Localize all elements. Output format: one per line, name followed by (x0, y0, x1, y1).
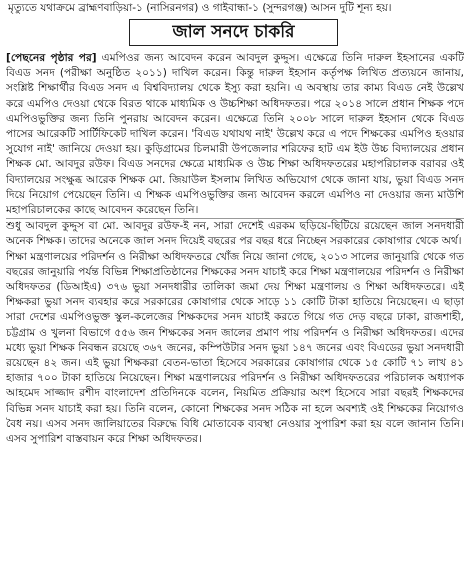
headline: জাল সনদে চাকরি (172, 21, 295, 42)
paragraph-3: শিক্ষা মন্ত্রণালয়ের পরিদর্শন ও নিরীক্ষা অধিদফতরে খোঁজ নিয়ে জানা গেছে, ২০১৩ সালের জানুয়ারি থেকে গত বছরের জানুয়ারি পর্যন্ত বিভিন্ন শিক্ষাপ্রতিষ্ঠানের শিক্ষকের সনদ যাচাই করে শিক্ষা মন্ত্রণালয়ের পরিদর্শন ও নিরীক্ষা অধিদফতর (ডিআইএ) ৩৭৬ ভুয়া সনদধারীর তালিকা জমা দেয় শিক্ষা মন্ত্রণালয় ও শিক্ষা অধিদফতরে। এই শিক্ষকরা ভুয়া সনদ ব্যবহার করে সরকারের কোষাগার থেকে সাড়ে ১১ কোটি টাকা হাতিয়ে নিয়েছেন। এ ছাড়া সারা দেশের এমপিওভুক্ত স্কুল-কলেজের শিক্ষকদের সনদ যাচাই করতে গিয়ে গত দেড় বছরে ঢাকা, রাজশাহী, চট্টগ্রাম ও খুলনা বিভাগে ৫৫৬ জন শিক্ষকের সনদ জালের প্রমাণ পায় পরিদর্শন ও নিরীক্ষা অধিদফতর। এদের মধ্যে ভুয়া শিক্ষক নিবন্ধন রয়েছে ৩৬৭ জনের, কম্পিউটার সনদ ভুয়া ১৪৭ জনের এবং বিএডের ভুয়া সনদধারী রয়েছেন ৪২ জন। এই ভুয়া শিক্ষকরা বেতন-ভাতা হিসেবে সরকারের কোষাগার থেকে ১৫ কোটি ৭১ লাখ ৪১ হাজার ৭০০ টাকা হাতিয়ে নিয়েছেন। শিক্ষা মন্ত্রণালয়ের পরিদর্শন ও নিরীক্ষা অধিদফতরের পরিচালক অধ্যাপক আহমেদ সাজ্জাদ রশীদ বাংলাদেশ প্রতিদিনকে বলেন, নিয়মিত প্রক্রিয়ার অংশ হিসেবে সারা বছরই শিক্ষকদের বিভিন্ন সনদ যাচাই করা হয়। তিনি বলেন, কোনো শিক্ষকের সনদ সঠিক না হলে অবশ্যই ওই শিক্ষকের নিয়োগও বৈধ নয়। এসব সনদ জালিয়াতের বিরুদ্ধে বিধি মোতাবেক ব্যবস্থা নেওয়ার সুপারিশ করা হয় বলে জানান তিনি। এসব সুপারিশ বাস্তবায়ন করে শিক্ষা অধিদফতর। (6, 250, 464, 446)
continuation-kicker: [পেছনের পৃষ্ঠার পর] (6, 52, 97, 64)
paragraph-1-text: এমপিওর জন্য আবেদন করেন আবদুল কুদ্দুস। এক্ষেত্রে তিনি দারুল ইহসানের একটি বিএড সনদ (পরীক্ষা অনুষ্ঠিত ২০১১) দাখিল করেন। কিন্তু দারুল ইহসান কর্তৃপক্ষ লিখিত প্রত্যয়নে জানায়, সংশ্লিষ্ট শিক্ষার্থীর বিএড সনদ এ বিশ্ববিদ্যালয় থেকে ইস্যু করা হয়নি। এ অবস্থায় তার কাম্য বিএড নেই উল্লেখ করে এমপিও দেওয়া থেকে বিরত থাকে মাধ্যমিক ও উচ্চশিক্ষা অধিদফতর। পরে ২০১৪ সালে প্রধান শিক্ষক পদে এমপিওভুক্তির জন্য তিনি পুনরায় আবেদন করেন। এক্ষেত্রে তিনি ২০০৮ সালে দারুল ইহসান থেকে বিএড পাসের আরেকটি সার্টিফিকেট দাখিল করেন। 'বিএড যথাযথ নাই' উল্লেখ করে এ পদে শিক্ষকের এমপিও হওয়ার সুযোগ নাই' জানিয়ে দেওয়া হয়। কুড়িগ্রামের চিলমারী উপজেলার শরিফের হাট এম ইউ উচ্চ বিদ্যালয়ের প্রধান শিক্ষক মো. আবদুর রউফ। বিএড সনদের ক্ষেত্রে মাধ্যমিক ও উচ্চ শিক্ষা অধিদফতরের মহাপরিচালক বরাবর ওই বিদ্যালয়ের সংক্ষুব্ধ আরেক শিক্ষক মো. জিয়াউল ইসলাম লিখিত অভিযোগ থেকে জানা যায়, ভুয়া বিএড সনদ দিয়ে নিয়োগ পেয়েছেন তিনি। এ শিক্ষক এমপিওভুক্তির জন্য আবেদন করলে এমপিও না দেওয়ার জন্য মাউশি মহাপরিচালকের কাছে আবেদন করেছেন তিনি। (6, 52, 464, 217)
previous-article-line: মৃত্যুতে যথাক্রমে ব্রাহ্মণবাড়িয়া-১ (নাসিরনগর) ও গাইবান্ধা-১ (সুন্দরগঞ্জ) আসন দুটি শূন্য হয়। (8, 2, 392, 14)
paragraph-1 (6, 51, 464, 218)
article-body (6, 51, 464, 582)
headline-box (129, 19, 338, 46)
paragraph-2: শুধু আবদুল কুদ্দুস বা মো. আবদুর রউফ-ই নন, সারা দেশেই এরকম ছড়িয়ে-ছিটিয়ে রয়েছেন জাল সনদধারী অনেক শিক্ষক। তাদের অনেকে জাল সনদ দিয়েই বছরের পর বছর ধরে নিচ্ছেন সরকারের কোষাগার থেকে অর্থ। (6, 218, 464, 249)
